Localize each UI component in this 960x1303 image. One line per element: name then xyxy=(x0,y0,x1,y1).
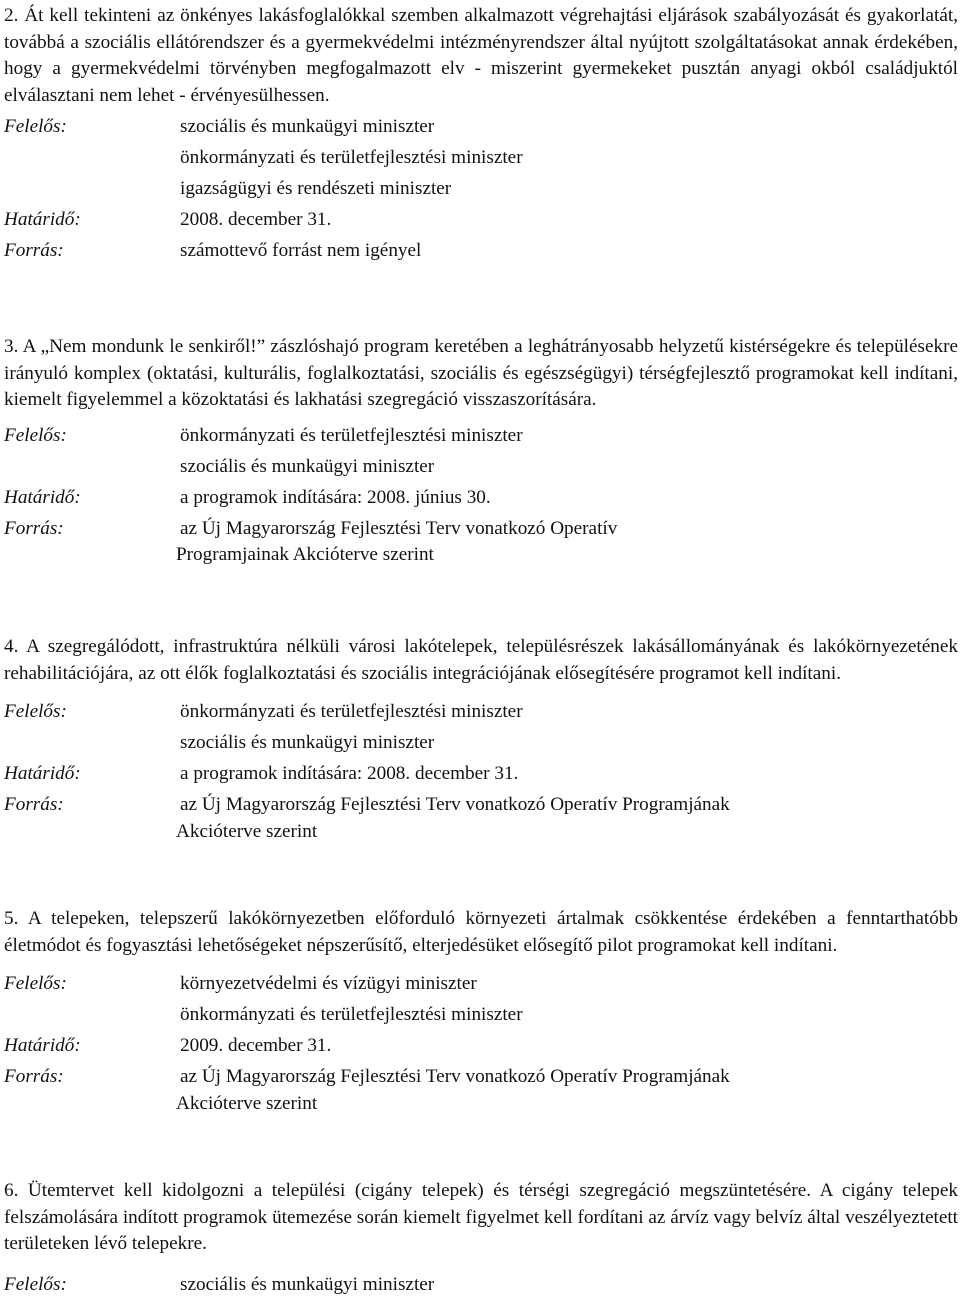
deadline-value: 2008. december 31. xyxy=(180,209,332,230)
hatarido-label: Határidő: xyxy=(4,763,81,784)
section-4 xyxy=(4,634,958,845)
section-3-text: 3. A „Nem mondunk le senkiről!” zászlóshajó program keretében a leghátrányosabb helyzetű kistérségekre és településekre irányuló komplex (oktatási, kulturális, foglalkoztatási, szociális és egészségügyi) térségfejlesztő programokat kell indítani, kiemelt figyelemmel a közoktatási és lakhatási szegregáció visszaszorítására. xyxy=(4,336,958,410)
responsible-minister: környezetvédelmi és vízügyi miniszter xyxy=(180,973,477,994)
forras-label: Forrás: xyxy=(4,1066,64,1087)
source-value-continued: Akcióterve szerint xyxy=(176,820,318,842)
section-4-text: 4. A szegregálódott, infrastruktúra nélküli városi lakótelepek, településrészek lakásállományának és lakókörnyezetének rehabilitációjára, az ott élők foglalkoztatási és szociális integrációjának elősegítésére programot kell indítani. xyxy=(4,636,958,684)
section-5-meta xyxy=(4,971,958,1117)
forras-label: Forrás: xyxy=(4,240,64,261)
section-5 xyxy=(4,906,958,1117)
section-6-text: 6. Ütemtervet kell kidolgozni a települési (cigány telepek) és térségi szegregáció megszüntetésére. A cigány telepek felszámolására indított programok ütemezése során kiemelt figyelmet kell fordítani az árvíz vagy belvíz által veszélyeztetett területeken lévő telepekre. xyxy=(4,1180,958,1254)
source-value: számottevő forrást nem igényel xyxy=(180,240,422,261)
responsible-minister: szociális és munkaügyi miniszter xyxy=(180,1273,435,1295)
responsible-minister: önkormányzati és területfejlesztési miniszter xyxy=(180,1004,523,1025)
section-6 xyxy=(4,1178,958,1303)
section-6-meta xyxy=(4,1272,958,1303)
hatarido-label: Határidő: xyxy=(4,209,81,230)
forras-label: Forrás: xyxy=(4,517,64,539)
section-4-meta xyxy=(4,699,958,845)
source-value: az Új Magyarország Fejlesztési Terv vonatkozó Operatív Programjának xyxy=(180,794,730,815)
section-3-meta xyxy=(4,423,958,569)
felelos-label: Felelős: xyxy=(4,116,67,137)
responsible-minister: önkormányzati és területfejlesztési miniszter xyxy=(180,701,523,722)
responsible-minister: szociális és munkaügyi miniszter xyxy=(180,732,435,753)
section-2 xyxy=(4,3,958,269)
responsible-minister: szociális és munkaügyi miniszter xyxy=(180,455,435,477)
responsible-minister: önkormányzati és területfejlesztési miniszter xyxy=(180,147,523,168)
section-3 xyxy=(4,334,958,569)
deadline-value: a programok indítására: 2008. június 30. xyxy=(180,486,491,508)
source-value-continued: Akcióterve szerint xyxy=(176,1092,318,1114)
source-value-continued: Programjainak Akcióterve szerint xyxy=(176,544,434,565)
felelos-label: Felelős: xyxy=(4,701,67,722)
source-value: az Új Magyarország Fejlesztési Terv vonatkozó Operatív Programjának xyxy=(180,1066,730,1087)
hatarido-label: Határidő: xyxy=(4,486,81,508)
deadline-value: 2009. december 31. xyxy=(180,1035,332,1056)
section-2-meta xyxy=(4,114,958,269)
felelos-label: Felelős: xyxy=(4,973,67,994)
hatarido-label: Határidő: xyxy=(4,1035,81,1056)
section-2-text: 2. Át kell tekinteni az önkényes lakásfoglalókkal szemben alkalmazott végrehajtási eljárások szabályozását és gyakorlatát, továbbá a szociális ellátórendszer és a gyermekvédelmi intézményrendszer által nyújtott szolgáltatásokat annak érdekében, hogy a gyermekvédelmi törvényben megfogalmazott elv - miszerint gyermekeket pusztán anyagi okból családjuktól elválasztani nem lehet - érvényesülhessen. xyxy=(4,5,958,106)
deadline-value: a programok indítására: 2008. december 31. xyxy=(180,763,519,784)
forras-label: Forrás: xyxy=(4,794,64,815)
source-value: az Új Magyarország Fejlesztési Terv vonatkozó Operatív xyxy=(180,517,618,539)
responsible-minister: igazságügyi és rendészeti miniszter xyxy=(180,178,452,199)
responsible-minister: önkormányzati és területfejlesztési miniszter xyxy=(180,424,523,446)
felelos-label: Felelős: xyxy=(4,1273,67,1295)
section-5-text: 5. A telepeken, telepszerű lakókörnyezetben előforduló környezeti ártalmak csökkentése érdekében a fenntarthatóbb életmódot és fogyasztási lehetőségeket népszerűsítő, elterjedésüket elősegítő pilot programokat kell indítani. xyxy=(4,908,958,956)
felelos-label: Felelős: xyxy=(4,424,67,446)
responsible-minister: szociális és munkaügyi miniszter xyxy=(180,116,435,137)
